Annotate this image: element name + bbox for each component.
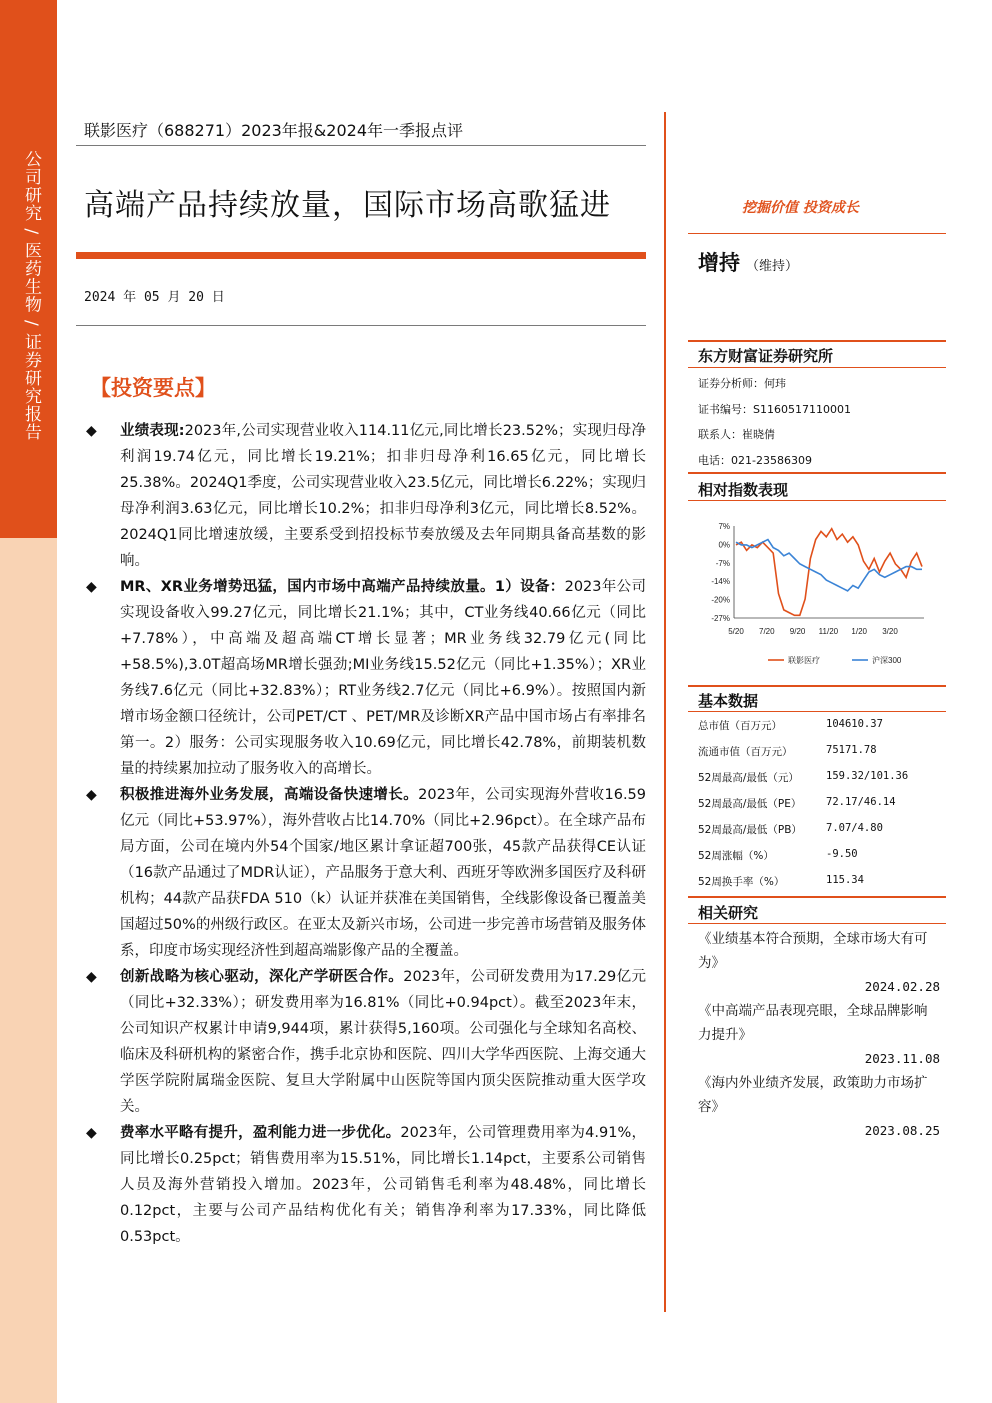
divider xyxy=(688,340,946,342)
legend xyxy=(768,655,902,665)
x-axis xyxy=(728,627,898,636)
divider xyxy=(76,145,646,146)
bullet-text: 2023年，公司实现海外营收16.59亿元（同比+53.97%），海外营收占比14.70%（同比+2.96pct）。在全球产品布局方面，公司在境内外54个国家/地区累计拿证超700张，45款产品获得CE认证（16款产品通过了MDR认证），产品服务于意大利、西班牙等欧洲多国医疗及科研机构；44款产品获FDA 510（k）认证并获准在美国销售，全线影像设备已覆盖美国超过50%的州级行政区。在亚太及新兴市场，公司进一步完善市场营销及服务体系，印度市场实现经济性到超高端影像产品的全覆盖。 xyxy=(120,787,646,959)
x-tick-label: 5/20 xyxy=(728,627,744,636)
phone: 电话：021-23586309 xyxy=(698,454,812,467)
bullet-text: 2023年,公司实现营业收入114.11亿元,同比增长23.52%；实现归母净利润19.74亿元，同比增长19.21%；扣非归母净利16.65亿元，同比增长25.38%。2024Q1季度，公司实现营业收入23.5亿元，同比增长6.22%；实现归母净利润3.63亿元，同比增长10.2%；扣非归母净利3亿元，同比增长8.52%。2024Q1同比增速放缓，主要系受到招投标节奏放缓及去年同期具备高基数的影响。 xyxy=(120,423,646,569)
related-report-title[interactable]: 《业绩基本符合预期，全球市场大有可为》 xyxy=(698,931,928,971)
data-row xyxy=(698,770,938,786)
y-tick-label: 7% xyxy=(718,522,730,531)
related-research-title: 相关研究 xyxy=(698,904,759,922)
divider xyxy=(688,685,946,687)
rating-note: （维持） xyxy=(746,259,799,274)
section-title: 【投资要点】 xyxy=(90,376,216,400)
related-report-title[interactable]: 《海内外业绩齐发展，政策助力市场扩容》 xyxy=(698,1075,928,1115)
data-key: 52周最高/最低（PE） xyxy=(698,798,802,810)
bullet-mr-xr xyxy=(86,574,646,782)
y-tick-label: 0% xyxy=(718,540,730,550)
series-lines xyxy=(736,529,922,616)
divider xyxy=(76,325,646,326)
divider xyxy=(688,500,946,501)
cert-number: 证书编号：S1160517110001 xyxy=(698,403,851,416)
contact: 联系人：崔晓倩 xyxy=(698,428,775,441)
bullet-innovation xyxy=(86,964,646,1120)
relative-index-chart xyxy=(690,512,940,672)
data-key: 52周最高/最低（PB） xyxy=(698,824,802,836)
data-value: 75171.78 xyxy=(826,744,877,756)
data-row xyxy=(698,822,938,838)
report-type: 联影医疗（688271）2023年报&2024年一季报点评 xyxy=(84,121,463,140)
related-research-list xyxy=(698,927,940,1143)
data-key: 52周涨幅（%） xyxy=(698,850,774,862)
title-underline xyxy=(76,252,646,259)
bullet-lead: 费率水平略有提升，盈利能力进一步优化。 xyxy=(120,1125,401,1141)
y-tick-label: -20% xyxy=(711,595,730,605)
bullet-lead: 创新战略为核心驱动，深化产学研医合作。 xyxy=(120,969,404,985)
x-tick-label: 11/20 xyxy=(818,627,839,636)
data-row xyxy=(698,796,938,812)
slogan: 挖掘价值 投资成长 xyxy=(742,200,859,216)
bullet-lead: 业绩表现: xyxy=(120,423,185,439)
x-tick-label: 3/20 xyxy=(882,627,898,636)
bullet-performance xyxy=(86,418,646,574)
y-tick-label: -27% xyxy=(711,614,730,623)
divider xyxy=(688,923,946,924)
divider xyxy=(688,896,946,898)
report-date: 2024 年 05 月 20 日 xyxy=(84,290,225,305)
analyst: 证券分析师：何玮 xyxy=(698,377,786,390)
bullet-expense xyxy=(86,1120,646,1250)
divider xyxy=(688,472,946,474)
rating-value: 增持 xyxy=(698,251,740,275)
data-row xyxy=(698,874,938,890)
bullet-text: 2023年公司实现设备收入99.27亿元，同比增长21.1%；其中，CT业务线40.66亿元（同比+7.78%），中高端及超高端CT增长显著；MR业务线32.79亿元(同比+58.5%),3.0T超高场MR增长强劲;MI业务线15.52亿元（同比+1.35%）；XR业务线7.6亿元（同比+32.83%）；RT业务线2.7亿元（同比+6.9%）。按照国内新增市场金额口径统计，公司PET/CT 、PET/MR及诊断XR产品中国市场占有率排名第一。2）服务：公司实现服务收入10.69亿元，同比增长42.78%，前期装机数量的持续累加拉动了服务收入的高增长。 xyxy=(120,579,647,777)
y-tick-label: -7% xyxy=(715,558,730,568)
diamond-icon: ◆ xyxy=(86,787,97,803)
diamond-icon: ◆ xyxy=(86,423,97,439)
data-value: 104610.37 xyxy=(826,718,883,730)
data-key: 52周最高/最低（元） xyxy=(698,772,799,784)
diamond-icon: ◆ xyxy=(86,1125,97,1141)
x-tick-label: 7/20 xyxy=(759,627,775,636)
x-tick-label: 9/20 xyxy=(789,627,806,636)
related-report-title[interactable]: 《中高端产品表现亮眼，全球品牌影响力提升》 xyxy=(698,1003,928,1043)
diamond-icon: ◆ xyxy=(86,969,97,985)
data-row xyxy=(698,848,938,864)
x-tick-label: 1/20 xyxy=(851,627,867,636)
bullet-lead: MR、XR业务增势迅猛，国内市场中高端产品持续放量。1）设备： xyxy=(120,579,565,595)
bullet-text: 2023年，公司管理费用率为4.91%，同比增长0.25pct；销售费用率为15.51%，同比增长1.14pct，主要系公司销售人员及海外营销投入增加。2023年，公司销售毛利率为48.48%，同比增长0.12pct，主要与公司产品结构优化有关；销售净利率为17.33%，同比降低0.53pct。 xyxy=(120,1125,646,1245)
rating xyxy=(698,247,798,277)
basic-data-title: 基本数据 xyxy=(698,692,759,710)
page-title: 高端产品持续放量，国际市场高歌猛进 xyxy=(84,188,611,223)
data-key: 52周换手率（%） xyxy=(698,876,785,888)
data-value: 159.32/101.36 xyxy=(826,770,909,782)
divider xyxy=(688,711,946,712)
bullet-overseas xyxy=(86,782,646,964)
data-row xyxy=(698,718,938,734)
diamond-icon: ◆ xyxy=(86,579,97,595)
institute-name: 东方财富证券研究所 xyxy=(698,347,834,365)
data-value: 72.17/46.14 xyxy=(826,796,896,808)
data-key: 流通市值（百万元） xyxy=(698,746,793,758)
related-report-date: 2023.11.08 xyxy=(864,1051,940,1066)
bullet-text: 2023年，公司研发费用为17.29亿元（同比+32.33%）；研发费用率为16.81%（同比+0.94pct）。截至2023年末，公司知识产权累计申请9,944项，累计获得5,160项。公司强化与全球知名高校、临床及科研机构的紧密合作，携手北京协和医院、四川大学华西医院、上海交通大学医学院附属瑞金医院、复旦大学附属中山医院等国内顶尖医院推动重大医学攻关。 xyxy=(120,969,646,1115)
bullet-lead: 积极推进海外业务发展，高端设备快速增长。 xyxy=(120,787,419,803)
y-axis xyxy=(711,522,730,623)
series-line xyxy=(736,540,922,591)
investment-points xyxy=(86,418,646,1250)
column-divider xyxy=(664,112,666,1312)
related-report-date: 2023.08.25 xyxy=(864,1123,940,1138)
data-row xyxy=(698,744,938,760)
sidebar-label: 公司研究 / 医药生物 / 证券研究报告 xyxy=(21,150,41,442)
sidebar xyxy=(0,0,57,1403)
legend-label: 联影医疗 xyxy=(788,656,820,665)
data-key: 总市值（百万元） xyxy=(698,720,782,732)
chart-title: 相对指数表现 xyxy=(698,481,789,499)
data-value: -9.50 xyxy=(826,848,858,860)
data-value: 7.07/4.80 xyxy=(826,822,883,834)
divider xyxy=(688,367,946,368)
data-value: 115.34 xyxy=(826,874,864,886)
y-tick-label: -14% xyxy=(711,577,730,587)
related-report-date: 2024.02.28 xyxy=(864,979,940,994)
divider xyxy=(688,233,946,234)
legend-label: 沪深300 xyxy=(872,656,902,665)
